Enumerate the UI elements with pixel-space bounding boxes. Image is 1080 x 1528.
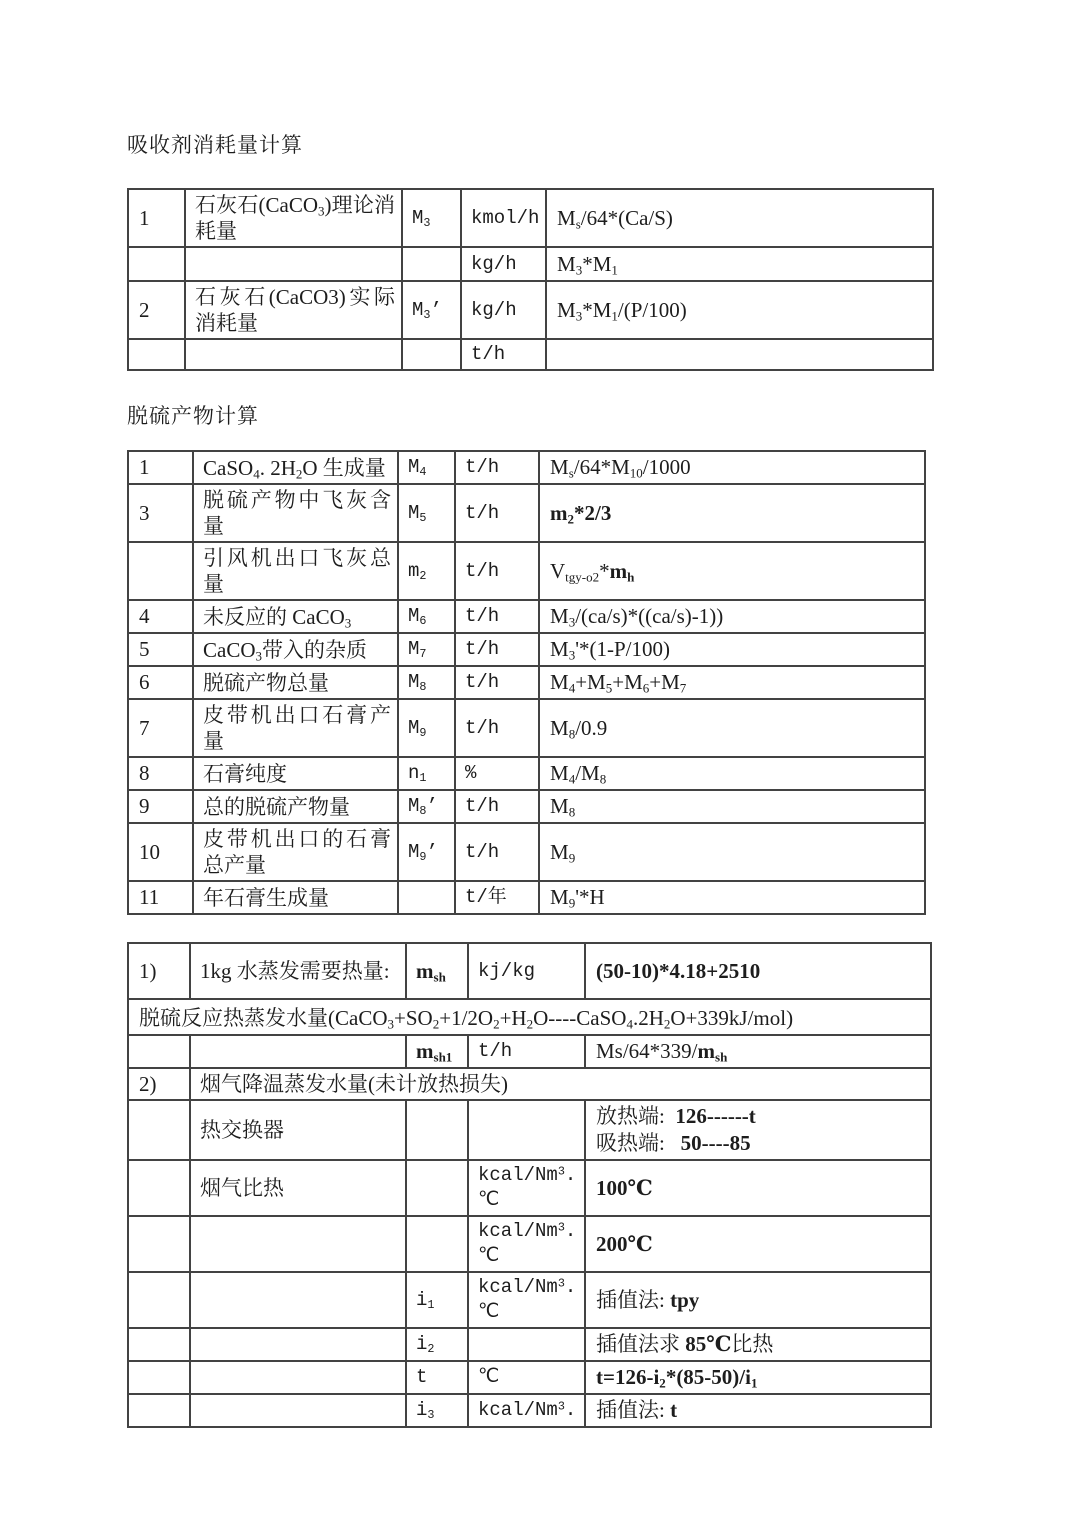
table-cell: 脱硫产物总量 [193, 666, 398, 699]
table-cell: $M_9$’ [398, 823, 455, 881]
table-row [128, 633, 925, 666]
table-cell: 4 [128, 600, 193, 633]
table-cell: 烟气比热 [190, 1160, 406, 1216]
table-cell: kcal/Nm$^3$. [468, 1394, 585, 1427]
table-cell [185, 339, 402, 370]
table-cell: $M_9$ [539, 823, 925, 881]
table-cell: t/h [455, 790, 539, 823]
table-row [128, 666, 925, 699]
table-cell: 1 [128, 451, 193, 484]
table-row [128, 823, 925, 881]
table-cell [128, 1100, 190, 1160]
table-cell [468, 1100, 585, 1160]
table-cell [128, 1361, 190, 1394]
table-row [128, 943, 931, 999]
table-cell: 未反应的 CaCO$_3$ [193, 600, 398, 633]
table-row [128, 1068, 931, 1100]
table-cell: kj/kg [468, 943, 585, 999]
table-cell: t/h [455, 823, 539, 881]
table-cell: 脱硫反应热蒸发水量$(CaCO_3+SO_2+1/2O_2+H_2O----CaSO_4.2H_2O+339kJ/mol)$ [128, 999, 931, 1035]
table-cell: 1 [128, 189, 185, 247]
table-cell: CaSO$_4$. $2H_2O$ 生成量 [193, 451, 398, 484]
table-cell: 皮带机出口的石膏总产量 [193, 823, 398, 881]
table-cell: $n_1$ [398, 757, 455, 790]
table-cell [128, 1035, 190, 1068]
table-cell [128, 339, 185, 370]
table-cell [190, 1035, 406, 1068]
table-cell: $M_3*M_1$ [546, 247, 933, 281]
table-cell [128, 1216, 190, 1272]
section-title-absorbent-consumption: 吸收剂消耗量计算 [127, 133, 303, 157]
table-cell: t/h [455, 633, 539, 666]
table-cell: 石膏纯度 [193, 757, 398, 790]
table-cell: (50-10)*4.18+2510 [585, 943, 931, 999]
table-row [128, 484, 925, 542]
table-cell: $M_3*M_1/(P/100)$ [546, 281, 933, 339]
table-cell: $M_9'*H$ [539, 881, 925, 914]
table-cell [190, 1272, 406, 1328]
table-cell: $M_7$ [398, 633, 455, 666]
table-row [128, 1100, 931, 1160]
section-title-desulfurization-products: 脱硫产物计算 [127, 404, 259, 428]
table-cell [402, 247, 461, 281]
table-row [128, 247, 933, 281]
table-cell [190, 1394, 406, 1427]
table-cell: CaCO$_3$带入的杂质 [193, 633, 398, 666]
table-cell: $M_4$ [398, 451, 455, 484]
table-cell: $m_{sh1}$ [406, 1035, 468, 1068]
table-row [128, 881, 925, 914]
table-cell [406, 1100, 468, 1160]
table-cell [546, 339, 933, 370]
table-cell: t/h [455, 451, 539, 484]
table-cell: kg/h [461, 247, 546, 281]
table-cell: 1kg 水蒸发需要热量: [190, 943, 406, 999]
table-cell [128, 1160, 190, 1216]
table-cell: 2 [128, 281, 185, 339]
table-row [128, 189, 933, 247]
table-cell: 石灰石(CaCO$_3$)理论消耗量 [185, 189, 402, 247]
table-cell: t [406, 1361, 468, 1394]
table-cell: kcal/Nm$^3$. ℃ [468, 1272, 585, 1328]
table-cell: t/h [455, 600, 539, 633]
table-cell: $M_4+M_5+M_6+M_7$ [539, 666, 925, 699]
table-cell: $m_2$ [398, 542, 455, 600]
table-cell: $M_6$ [398, 600, 455, 633]
table-cell: 插值法求 85℃比热 [585, 1328, 931, 1361]
table-cell: 9 [128, 790, 193, 823]
table-cell: $i_3$ [406, 1394, 468, 1427]
table-cell: t/h [468, 1035, 585, 1068]
table-cell [190, 1328, 406, 1361]
table-cell: $M_s/64*(Ca/S)$ [546, 189, 933, 247]
table-cell: $M_8/0.9$ [539, 699, 925, 757]
table-row [128, 1216, 931, 1272]
table-cell: $M_3/(ca/s)*((ca/s)-1)$) [539, 600, 925, 633]
table-row [128, 699, 925, 757]
table-cell: 1) [128, 943, 190, 999]
table-cell [406, 1216, 468, 1272]
table-row [128, 1272, 931, 1328]
table-cell: 3 [128, 484, 193, 542]
table-cell: $M_8$ [539, 790, 925, 823]
table-cell [128, 1394, 190, 1427]
table-cell: ℃ [468, 1361, 585, 1394]
table-cell [190, 1361, 406, 1394]
table-cell: 石灰石(CaCO3)实际消耗量 [185, 281, 402, 339]
table-cell: $M_3$ [402, 189, 461, 247]
table-cell: $m_{sh}$ [406, 943, 468, 999]
table-cell: 皮带机出口石膏产量 [193, 699, 398, 757]
table-cell: 5 [128, 633, 193, 666]
table-cell: t/h [455, 542, 539, 600]
table-row [128, 999, 931, 1035]
table-cell [406, 1160, 468, 1216]
table-heat-water-evaporation [127, 942, 932, 1428]
table-row [128, 1394, 931, 1427]
table-cell: 引风机出口飞灰总量 [193, 542, 398, 600]
table-cell [128, 542, 193, 600]
table-cell: 热交换器 [190, 1100, 406, 1160]
table-cell: t/h [455, 666, 539, 699]
table-cell: 10 [128, 823, 193, 881]
table-cell: t/h [461, 339, 546, 370]
table-cell: 6 [128, 666, 193, 699]
table-cell: % [455, 757, 539, 790]
table-row [128, 1035, 931, 1068]
table-cell: 11 [128, 881, 193, 914]
table-cell: $M_9$ [398, 699, 455, 757]
table-cell [128, 1272, 190, 1328]
table-cell: 总的脱硫产物量 [193, 790, 398, 823]
table-absorbent-consumption [127, 188, 934, 371]
table-cell: 8 [128, 757, 193, 790]
table-cell: 7 [128, 699, 193, 757]
table-cell [402, 339, 461, 370]
table-row [128, 757, 925, 790]
table-row [128, 542, 925, 600]
table-cell: kmol/h [461, 189, 546, 247]
table-cell: 年石膏生成量 [193, 881, 398, 914]
table-row [128, 281, 933, 339]
table-cell [190, 1216, 406, 1272]
table-cell [468, 1328, 585, 1361]
table-cell: $M_4/M_8$ [539, 757, 925, 790]
table-cell: $t=126-i_2*(85-50)/i_1$ [585, 1361, 931, 1394]
table-row [128, 600, 925, 633]
table-row [128, 1361, 931, 1394]
table-cell: $M_3$’ [402, 281, 461, 339]
table-row [128, 1160, 931, 1216]
table-cell [398, 881, 455, 914]
table-cell [128, 1328, 190, 1361]
table-row [128, 1328, 931, 1361]
table-cell: kcal/Nm$^3$. ℃ [468, 1216, 585, 1272]
table-cell: kg/h [461, 281, 546, 339]
table-cell: 烟气降温蒸发水量(未计放热损失) [190, 1068, 931, 1100]
table-cell: 脱硫产物中飞灰含量 [193, 484, 398, 542]
table-cell: t/h [455, 484, 539, 542]
table-cell: 2) [128, 1068, 190, 1100]
table-cell: $M_5$ [398, 484, 455, 542]
table-cell: kcal/Nm$^3$. ℃ [468, 1160, 585, 1216]
table-cell: $V_{tgy-o2}*m_h$ [539, 542, 925, 600]
table-cell: 200℃ [585, 1216, 931, 1272]
table-cell [128, 247, 185, 281]
table-cell: t/年 [455, 881, 539, 914]
table-cell: $m_2*2/3$ [539, 484, 925, 542]
table-row [128, 451, 925, 484]
table-cell: $M_3'*(1-P/100)$ [539, 633, 925, 666]
table-cell: 100℃ [585, 1160, 931, 1216]
table-desulfurization-products [127, 450, 926, 915]
table-row [128, 790, 925, 823]
table-cell [185, 247, 402, 281]
table-cell: 插值法: t [585, 1394, 931, 1427]
table-cell: $Ms/64*339/m_{sh}$ [585, 1035, 931, 1068]
table-cell: t/h [455, 699, 539, 757]
table-cell: $i_2$ [406, 1328, 468, 1361]
table-cell: $i_1$ [406, 1272, 468, 1328]
table-row [128, 339, 933, 370]
table-cell: 插值法: tpy [585, 1272, 931, 1328]
table-cell: $M_8$’ [398, 790, 455, 823]
table-cell: $M_s/64*M_{10}/1000$ [539, 451, 925, 484]
table-cell: 放热端: 126------t 吸热端: 50----85 [585, 1100, 931, 1160]
table-cell: $M_8$ [398, 666, 455, 699]
